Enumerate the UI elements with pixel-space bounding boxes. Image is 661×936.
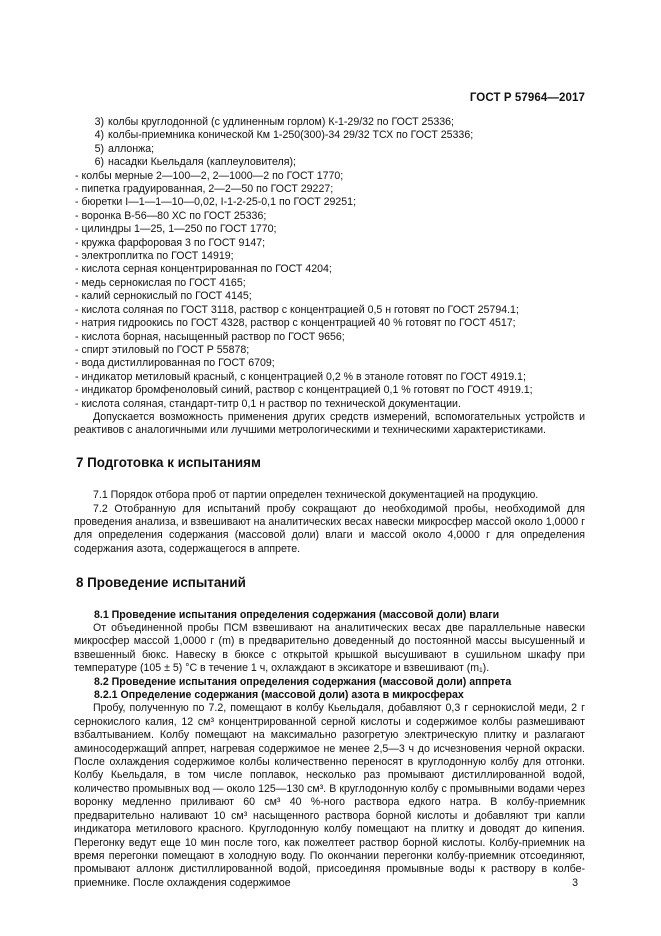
standard-number-header: ГОСТ Р 57964—2017 <box>469 92 585 104</box>
list-item: - кислота борная, насыщенный раствор по ГОСТ 9656; <box>75 330 345 343</box>
numbered-list <box>74 116 585 170</box>
list-item: - пипетка градуированная, 2—2—50 по ГОСТ 29227; <box>75 183 334 196</box>
clause-8-2-title: 8.2 Проведение испытания определения содержания (массовой доли) аппрета <box>94 675 512 688</box>
list-item <box>74 129 585 142</box>
item-number: 3) <box>94 116 104 128</box>
clause-7-1: 7.1 Порядок отбора проб от партии определен технической документацией на продукцию. <box>93 489 539 502</box>
clause-8-1-text: От объединенной пробы ПСМ взвешивают на аналитических весах две параллельные навески микросфер массой 1,0000 г (m) в предварительно доведенный до постоянной массы высушенный и взвешенный бюкс. Навеску в бюксе с открытой крышкой высушивают в сушильном шкафу при температуре (105 ± 5) °С в течение 1 ч, охлаждают в эксикаторе и взвешивают (m₁). <box>74 622 585 675</box>
dash-list <box>74 170 585 411</box>
list-item: - цилиндры 1—25, 1—250 по ГОСТ 1770; <box>75 223 277 236</box>
item-text: колбы круглодонной (с удлиненным горлом) К-1-29/32 по ГОСТ 25336; <box>108 116 454 128</box>
list-item: - медь сернокислая по ГОСТ 4165; <box>75 276 246 289</box>
list-item: - натрия гидроокись по ГОСТ 4328, раствор с концентрацией 40 % готовят по ГОСТ 4517; <box>75 317 516 330</box>
section-7-body <box>74 489 585 556</box>
item-number: 6) <box>94 156 104 169</box>
item-number: 5) <box>94 142 104 155</box>
list-item: - колбы мерные 2—100—2, 2—1000—2 по ГОСТ 1770; <box>75 169 344 182</box>
list-item <box>74 116 585 129</box>
list-item: - вода дистиллированная по ГОСТ 6709; <box>75 357 275 370</box>
list-item: - кислота серная концентрированная по ГОСТ 4204; <box>75 263 332 276</box>
list-item: - индикатор метиловый красный, с концентрацией 0,2 % в этаноле готовят по ГОСТ 4919.1; <box>75 370 526 383</box>
list-item: - спирт этиловый по ГОСТ Р 55878; <box>75 343 250 356</box>
list-item: - кружка фарфоровая 3 по ГОСТ 9147; <box>75 236 266 249</box>
section-8-heading: 8 Проведение испытаний <box>76 575 246 591</box>
page-number: 3 <box>572 877 578 889</box>
document-body <box>74 116 585 890</box>
list-item: - кислота соляная, стандарт-титр 0,1 н раствор по технической документации. <box>75 397 461 410</box>
paragraph-text: Допускается возможность применения других средств измерений, вспомогательных устройств и реактивов с аналогичными или лучшими метрологическими и техническими характеристиками. <box>74 410 585 437</box>
allowance-paragraph <box>74 411 585 438</box>
section-8-body <box>74 609 585 891</box>
list-item <box>74 156 585 169</box>
clause-7-2: 7.2 Отобранную для испытаний пробу сокращают до необходимой пробы, необходимой для проведения анализа, и взвешивают на аналитических весах навески микросфер массой около 1,0000 г для определения содержания (массовой доли) влаги и массой около 4,0000 г для определения содержания азота, содержащегося в аппрете. <box>74 502 585 555</box>
item-number: 4) <box>94 129 104 142</box>
list-item: - калий сернокислый по ГОСТ 4145; <box>75 290 252 303</box>
clause-8-1-title: 8.1 Проведение испытания определения содержания (массовой доли) влаги <box>94 608 500 621</box>
list-item: - электроплитка по ГОСТ 14919; <box>75 250 234 263</box>
item-text: аллонжа; <box>108 142 155 155</box>
list-item: - индикатор бромфеноловый синий, раствор с концентрацией 0,1 % готовят по ГОСТ 4919.1; <box>75 384 533 397</box>
section-7-heading: 7 Подготовка к испытаниям <box>76 454 261 470</box>
list-item: - кислота соляная по ГОСТ 3118, раствор с концентрацией 0,5 н готовят по ГОСТ 25794.1; <box>75 303 519 316</box>
item-text: колбы-приемника конической Км 1-250(300)-34 29/32 ТСХ по ГОСТ 25336; <box>108 129 474 142</box>
list-item: - бюретки I—1—1—10—0,02, I-1-2-25-0,1 по ГОСТ 29251; <box>75 196 357 209</box>
clause-8-2-1-text: Пробу, полученную по 7.2, помещают в колбу Кьельдаля, добавляют 0,3 г сернокислой меди, 2 г сернокислого калия, 12 см³ концентрированной серной кислоты и содержимое колбы размешивают взбалтыванием. Колбу помещают на максимально разогретую электрическую плитку и разлагают аминосодержащий аппрет, нагревая содержимое не менее 2,5—3 ч до исчезновения черной окраски. После охлаждения содержимое колбы количественно переносят в круглодонную колбу для отгонки. Колбу Кьельдаля, в том числе поплавок, несколько раз промывают дистиллированной водой, количество промывных вод — около 125—130 см³. В круглодонную колбу с промывными водами через воронку медленно приливают 60 см³ 40 %-ного раствора едкого натра. В колбу-приемник предварительно наливают 10 см³ насыщенного раствора борной кислоты и добавляют три капли индикатора метилового красного. Круглодонную колбу помещают на плитку и доводят до кипения. Перегонку ведут еще 10 мин после того, как пожелтеет раствор борной кислоты. Колбу-приемник на время перегонки помещают в холодную воду. По окончании перегонки колбу-приемник отсоединяют, промывают аллонж дистиллированной водой, присоединяя промывные воды к раствору в колбе-приемнике. После охлаждения содержимое <box>74 702 585 889</box>
item-text: насадки Кьельдаля (каплеуловителя); <box>108 156 296 169</box>
list-item <box>74 143 585 156</box>
list-item: - воронка В-56—80 ХС по ГОСТ 25336; <box>75 209 267 222</box>
clause-8-2-1-title: 8.2.1 Определение содержания (массовой доли) азота в микросферах <box>94 689 464 702</box>
